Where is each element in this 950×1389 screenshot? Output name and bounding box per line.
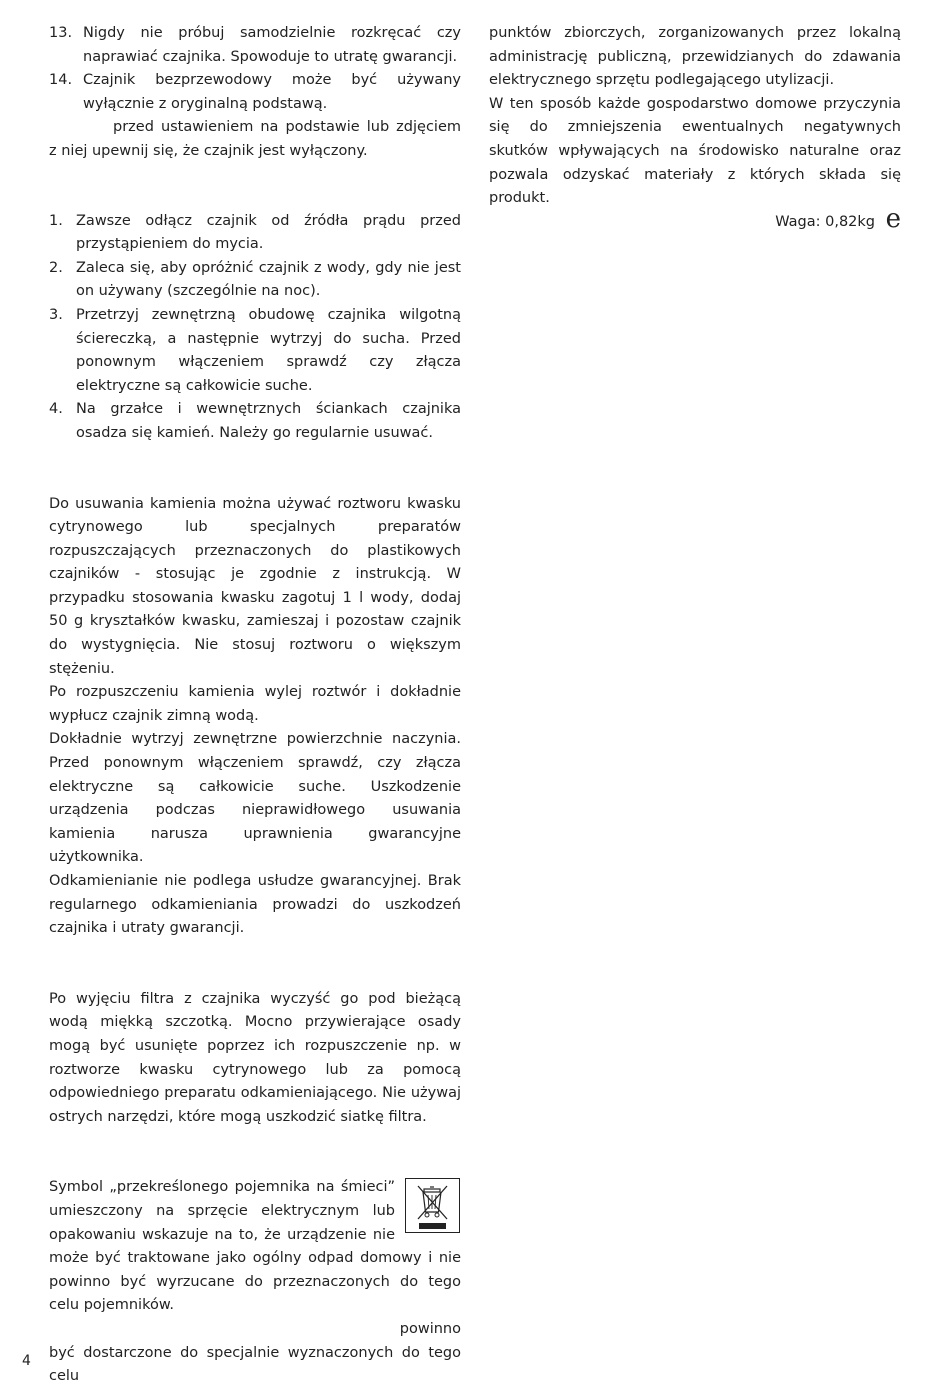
list-item-number: 13. [49,25,73,41]
list-item-text: Nigdy nie próbuj samodzielnie rozkręcać czy naprawiać czajnika. Spowoduje to utratę gwarancji. [83,25,461,65]
list-item [49,22,461,69]
weight-text: Waga: 0,82kg [775,213,875,230]
disposal-last-line: być dostarczone do specjalnie wyznaczonych do tego celu [49,1344,461,1385]
cleaning-list [49,210,461,446]
descaling-paragraph: Odkamienianie nie podlega usłudze gwarancyjnej. Brak regularnego odkamieniania prowadzi do uszkodzeń czajnika i utraty gwarancji. [49,873,461,937]
filter-cleaning-paragraph: Po wyjęciu filtra z czajnika wyczyść go pod bieżącą wodą miękką szczotką. Mocno przywierające osady mogą być usunięte poprzez ich rozpuszczenie np. w roztworze kwasku cytrynowego lub za pomocą odpowiedniego preparatu odkamieniającego. Nie używaj ostrych narzędzi, które mogą uszkodzić siatkę filtra. [49,990,461,1125]
weight-line [489,203,901,235]
crossed-out-wheelie-bin-icon [405,1178,460,1233]
list-item-number: 4. [49,401,63,418]
page-number: 4 [22,1353,31,1369]
list-item-text: Zaleca się, aby opróżnić czajnik z wody, gdy nie jest on używany (szczególnie na noc). [76,259,461,300]
descaling-paragraph: Do usuwania kamienia można używać roztworu kwasku cytrynowego lub specjalnych preparatów rozpuszczających przeznaczonych do plastikowych czajników - stosując je zgodnie z instrukcją. W przypadku stosowania kwasku zagotuj 1 l wody, dodaj 50 g kryształków kwasku, zamieszaj i pozostaw czajnik do wystygnięcia. Nie stosuj roztworu o większym stężeniu. [49,495,461,677]
list-item [49,257,461,304]
list-item-number: 2. [49,259,63,276]
descaling-section [49,493,461,941]
list-item-number: 14. [49,72,73,89]
disposal-section [49,1176,461,1388]
list-item [49,210,461,257]
list-item-number: 3. [49,306,63,323]
safety-list-continued [49,22,461,116]
list-item-text: Czajnik bezprzewodowy może być używany wyłącznie z oryginalną podstawą. [83,72,461,112]
list-item [49,69,461,116]
disposal-continuation: powinno [399,1320,461,1337]
list-item [49,398,461,445]
collection-points-paragraph: punktów zbiorczych, zorganizowanych przez lokalną administrację publiczną, przewidzianych do zdawania elektrycznego sprzętu podlegającego utylizacji. [489,25,901,89]
list-item-text: Na grzałce i wewnętrznych ściankach czajnika osadza się kamień. Należy go regularnie usuwać. [76,401,461,441]
descaling-paragraph: Po rozpuszczeniu kamienia wylej roztwór i dokładnie wypłucz czajnik zimną wodą. [49,684,461,724]
list-item-text: Przetrzyj zewnętrzną obudowę czajnika wilgotną ściereczką, a następnie wytrzyj do sucha. Przed ponownym włączeniem sprawdź czy złącza elektryczne są całkowicie suche. [76,306,461,394]
right-column [489,22,901,234]
environment-paragraph: W ten sposób każde gospodarstwo domowe przyczynia się do zmniejszenia ewentualnych negatywnych skutków wpływających na środowisko naturalne oraz pozwala odzyskać materiały z których składa się produkt. [489,95,901,207]
list-item-text: Zawsze odłącz czajnik od źródła prądu przed przystąpieniem do mycia. [76,212,461,253]
switch-off-note: przed ustawieniem na podstawie lub zdjęciem z niej upewnij się, że czajnik jest wyłączony. [49,119,461,159]
descaling-paragraph: Dokładnie wytrzyj zewnętrzne powierzchnie naczynia. Przed ponownym włączeniem sprawdź, czy złącza elektryczne są całkowicie suche. Uszkodzenie urządzenia podczas nieprawidłowego usuwania kamienia narusza uprawnienia gwarancyjne użytkownika. [49,731,461,866]
disposal-paragraph: Symbol „przekreślonego pojemnika na śmieci” umieszczony na sprzęcie elektrycznym lub opakowaniu wskazuje na to, że urządzenie nie może być traktowane jako ogólny odpad domowy i nie powinno być wyrzucane do przeznaczonych do tego celu pojemników. [49,1179,461,1314]
list-item [49,304,461,398]
list-item-number: 1. [49,212,63,229]
estimated-sign-icon: e [885,203,901,234]
left-column [49,22,461,1389]
